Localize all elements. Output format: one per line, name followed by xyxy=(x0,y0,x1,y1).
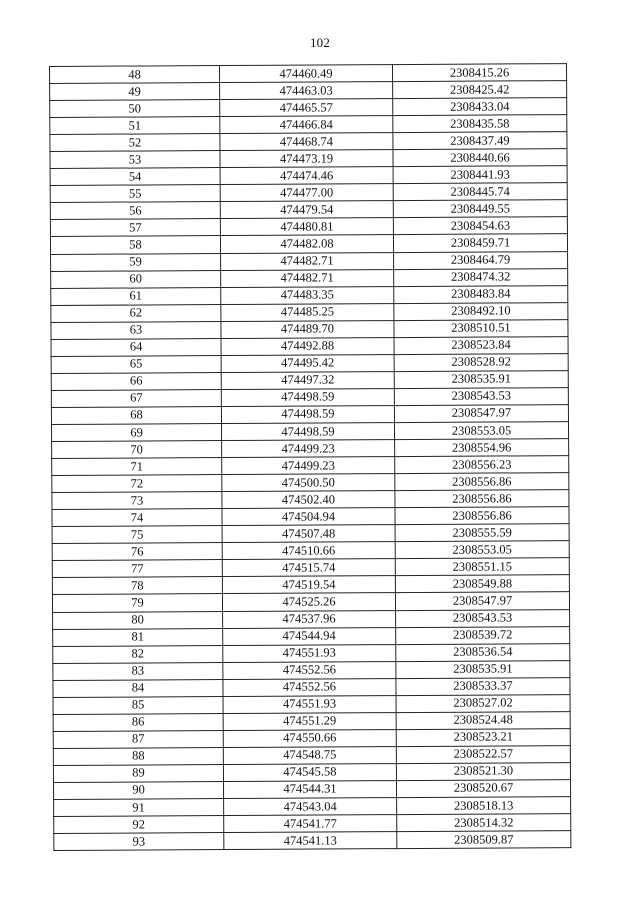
x-coordinate-cell: 474551.93 xyxy=(223,644,396,662)
point-number-cell: 63 xyxy=(51,321,221,339)
y-coordinate-cell: 2308556.23 xyxy=(395,456,569,474)
y-coordinate-cell: 2308539.72 xyxy=(396,626,570,644)
page-number: 102 xyxy=(309,35,331,50)
y-coordinate-cell: 2308535.91 xyxy=(396,660,570,678)
x-coordinate-cell: 474482.71 xyxy=(221,252,394,270)
table-row xyxy=(54,831,571,851)
coordinates-table-body xyxy=(50,64,571,851)
point-number-cell: 74 xyxy=(52,509,222,527)
point-number-cell: 81 xyxy=(53,628,223,646)
y-coordinate-cell: 2308528.92 xyxy=(394,353,568,371)
coordinates-table-container xyxy=(49,63,567,851)
x-coordinate-cell: 474525.26 xyxy=(222,593,395,611)
y-coordinate-cell: 2308553.05 xyxy=(394,422,568,440)
point-number-cell: 59 xyxy=(51,253,221,271)
y-coordinate-cell: 2308555.59 xyxy=(395,524,569,542)
x-coordinate-cell: 474548.75 xyxy=(223,746,396,764)
y-coordinate-cell: 2308518.13 xyxy=(397,797,571,815)
y-coordinate-cell: 2308543.53 xyxy=(394,387,568,405)
point-number-cell: 85 xyxy=(53,696,223,714)
y-coordinate-cell: 2308556.86 xyxy=(395,490,569,508)
point-number-cell: 64 xyxy=(51,338,221,356)
y-coordinate-cell: 2308509.87 xyxy=(397,831,571,849)
x-coordinate-cell: 474480.81 xyxy=(220,218,393,236)
y-coordinate-cell: 2308514.32 xyxy=(397,814,571,832)
point-number-cell: 92 xyxy=(54,816,224,834)
point-number-cell: 73 xyxy=(52,492,222,510)
point-number-cell: 78 xyxy=(52,577,222,595)
x-coordinate-cell: 474537.96 xyxy=(223,610,396,628)
coordinates-table xyxy=(49,63,571,851)
point-number-cell: 67 xyxy=(51,389,221,407)
y-coordinate-cell: 2308535.91 xyxy=(394,370,568,388)
point-number-cell: 84 xyxy=(53,679,223,697)
point-number-cell: 76 xyxy=(52,543,222,561)
y-coordinate-cell: 2308435.58 xyxy=(393,115,567,133)
y-coordinate-cell: 2308533.37 xyxy=(396,677,570,695)
y-coordinate-cell: 2308549.88 xyxy=(395,575,569,593)
y-coordinate-cell: 2308554.96 xyxy=(395,439,569,457)
x-coordinate-cell: 474552.56 xyxy=(223,661,396,679)
x-coordinate-cell: 474460.49 xyxy=(220,65,393,83)
point-number-cell: 88 xyxy=(53,747,223,765)
x-coordinate-cell: 474489.70 xyxy=(221,320,394,338)
y-coordinate-cell: 2308437.49 xyxy=(393,132,567,150)
x-coordinate-cell: 474495.42 xyxy=(221,354,394,372)
y-coordinate-cell: 2308454.63 xyxy=(393,217,567,235)
x-coordinate-cell: 474498.59 xyxy=(221,388,394,406)
x-coordinate-cell: 474463.03 xyxy=(220,82,393,100)
y-coordinate-cell: 2308483.84 xyxy=(394,285,568,303)
point-number-cell: 86 xyxy=(53,713,223,731)
x-coordinate-cell: 474499.23 xyxy=(222,440,395,458)
y-coordinate-cell: 2308449.55 xyxy=(393,200,567,218)
x-coordinate-cell: 474499.23 xyxy=(222,457,395,475)
x-coordinate-cell: 474504.94 xyxy=(222,508,395,526)
x-coordinate-cell: 474507.48 xyxy=(222,525,395,543)
y-coordinate-cell: 2308441.93 xyxy=(393,166,567,184)
y-coordinate-cell: 2308520.67 xyxy=(396,780,570,798)
point-number-cell: 91 xyxy=(54,799,224,817)
point-number-cell: 68 xyxy=(51,406,221,424)
y-coordinate-cell: 2308464.79 xyxy=(394,251,568,269)
x-coordinate-cell: 474468.74 xyxy=(220,133,393,151)
point-number-cell: 56 xyxy=(50,202,220,220)
x-coordinate-cell: 474498.59 xyxy=(221,423,394,441)
point-number-cell: 71 xyxy=(52,458,222,476)
x-coordinate-cell: 474482.08 xyxy=(220,235,393,253)
x-coordinate-cell: 474544.31 xyxy=(223,781,396,799)
y-coordinate-cell: 2308510.51 xyxy=(394,319,568,337)
y-coordinate-cell: 2308523.84 xyxy=(394,336,568,354)
x-coordinate-cell: 474500.50 xyxy=(222,474,395,492)
y-coordinate-cell: 2308547.97 xyxy=(394,405,568,423)
y-coordinate-cell: 2308425.42 xyxy=(393,81,567,99)
x-coordinate-cell: 474482.71 xyxy=(221,269,394,287)
point-number-cell: 50 xyxy=(50,100,220,118)
point-number-cell: 49 xyxy=(50,83,220,101)
y-coordinate-cell: 2308524.48 xyxy=(396,711,570,729)
x-coordinate-cell: 474552.56 xyxy=(223,678,396,696)
point-number-cell: 93 xyxy=(54,833,224,851)
x-coordinate-cell: 474498.59 xyxy=(221,406,394,424)
y-coordinate-cell: 2308523.21 xyxy=(396,728,570,746)
point-number-cell: 61 xyxy=(51,287,221,305)
point-number-cell: 77 xyxy=(52,560,222,578)
point-number-cell: 89 xyxy=(53,764,223,782)
x-coordinate-cell: 474551.29 xyxy=(223,712,396,730)
x-coordinate-cell: 474485.25 xyxy=(221,303,394,321)
point-number-cell: 90 xyxy=(54,782,224,800)
y-coordinate-cell: 2308445.74 xyxy=(393,183,567,201)
y-coordinate-cell: 2308536.54 xyxy=(396,643,570,661)
point-number-cell: 62 xyxy=(51,304,221,322)
point-number-cell: 83 xyxy=(53,662,223,680)
y-coordinate-cell: 2308440.66 xyxy=(393,149,567,167)
y-coordinate-cell: 2308553.05 xyxy=(395,541,569,559)
point-number-cell: 70 xyxy=(52,441,222,459)
y-coordinate-cell: 2308527.02 xyxy=(396,694,570,712)
x-coordinate-cell: 474541.77 xyxy=(224,815,397,833)
x-coordinate-cell: 474544.94 xyxy=(223,627,396,645)
point-number-cell: 58 xyxy=(50,236,220,254)
y-coordinate-cell: 2308543.53 xyxy=(396,609,570,627)
x-coordinate-cell: 474479.54 xyxy=(220,201,393,219)
x-coordinate-cell: 474519.54 xyxy=(222,576,395,594)
y-coordinate-cell: 2308474.32 xyxy=(394,268,568,286)
x-coordinate-cell: 474515.74 xyxy=(222,559,395,577)
y-coordinate-cell: 2308521.30 xyxy=(396,763,570,781)
x-coordinate-cell: 474483.35 xyxy=(221,286,394,304)
point-number-cell: 87 xyxy=(53,730,223,748)
x-coordinate-cell: 474541.13 xyxy=(224,832,397,850)
x-coordinate-cell: 474550.66 xyxy=(223,729,396,747)
point-number-cell: 72 xyxy=(52,475,222,493)
point-number-cell: 82 xyxy=(53,645,223,663)
point-number-cell: 54 xyxy=(50,168,220,186)
point-number-cell: 79 xyxy=(52,594,222,612)
y-coordinate-cell: 2308433.04 xyxy=(393,98,567,116)
y-coordinate-cell: 2308415.26 xyxy=(392,64,566,82)
x-coordinate-cell: 474466.84 xyxy=(220,116,393,134)
x-coordinate-cell: 474492.88 xyxy=(221,337,394,355)
point-number-cell: 80 xyxy=(53,611,223,629)
point-number-cell: 51 xyxy=(50,117,220,135)
point-number-cell: 57 xyxy=(50,219,220,237)
point-number-cell: 52 xyxy=(50,134,220,152)
x-coordinate-cell: 474502.40 xyxy=(222,491,395,509)
point-number-cell: 75 xyxy=(52,526,222,544)
point-number-cell: 55 xyxy=(50,185,220,203)
x-coordinate-cell: 474543.04 xyxy=(224,798,397,816)
x-coordinate-cell: 474474.46 xyxy=(220,167,393,185)
x-coordinate-cell: 474465.57 xyxy=(220,99,393,117)
point-number-cell: 48 xyxy=(50,66,220,84)
x-coordinate-cell: 474477.00 xyxy=(220,184,393,202)
y-coordinate-cell: 2308551.15 xyxy=(395,558,569,576)
y-coordinate-cell: 2308556.86 xyxy=(395,507,569,525)
point-number-cell: 60 xyxy=(51,270,221,288)
y-coordinate-cell: 2308547.97 xyxy=(395,592,569,610)
point-number-cell: 69 xyxy=(52,424,222,442)
y-coordinate-cell: 2308459.71 xyxy=(393,234,567,252)
y-coordinate-cell: 2308522.57 xyxy=(396,745,570,763)
y-coordinate-cell: 2308492.10 xyxy=(394,302,568,320)
y-coordinate-cell: 2308556.86 xyxy=(395,473,569,491)
x-coordinate-cell: 474473.19 xyxy=(220,150,393,168)
point-number-cell: 65 xyxy=(51,355,221,373)
x-coordinate-cell: 474551.93 xyxy=(223,695,396,713)
x-coordinate-cell: 474545.58 xyxy=(223,763,396,781)
point-number-cell: 66 xyxy=(51,372,221,390)
point-number-cell: 53 xyxy=(50,151,220,169)
x-coordinate-cell: 474497.32 xyxy=(221,371,394,389)
x-coordinate-cell: 474510.66 xyxy=(222,542,395,560)
